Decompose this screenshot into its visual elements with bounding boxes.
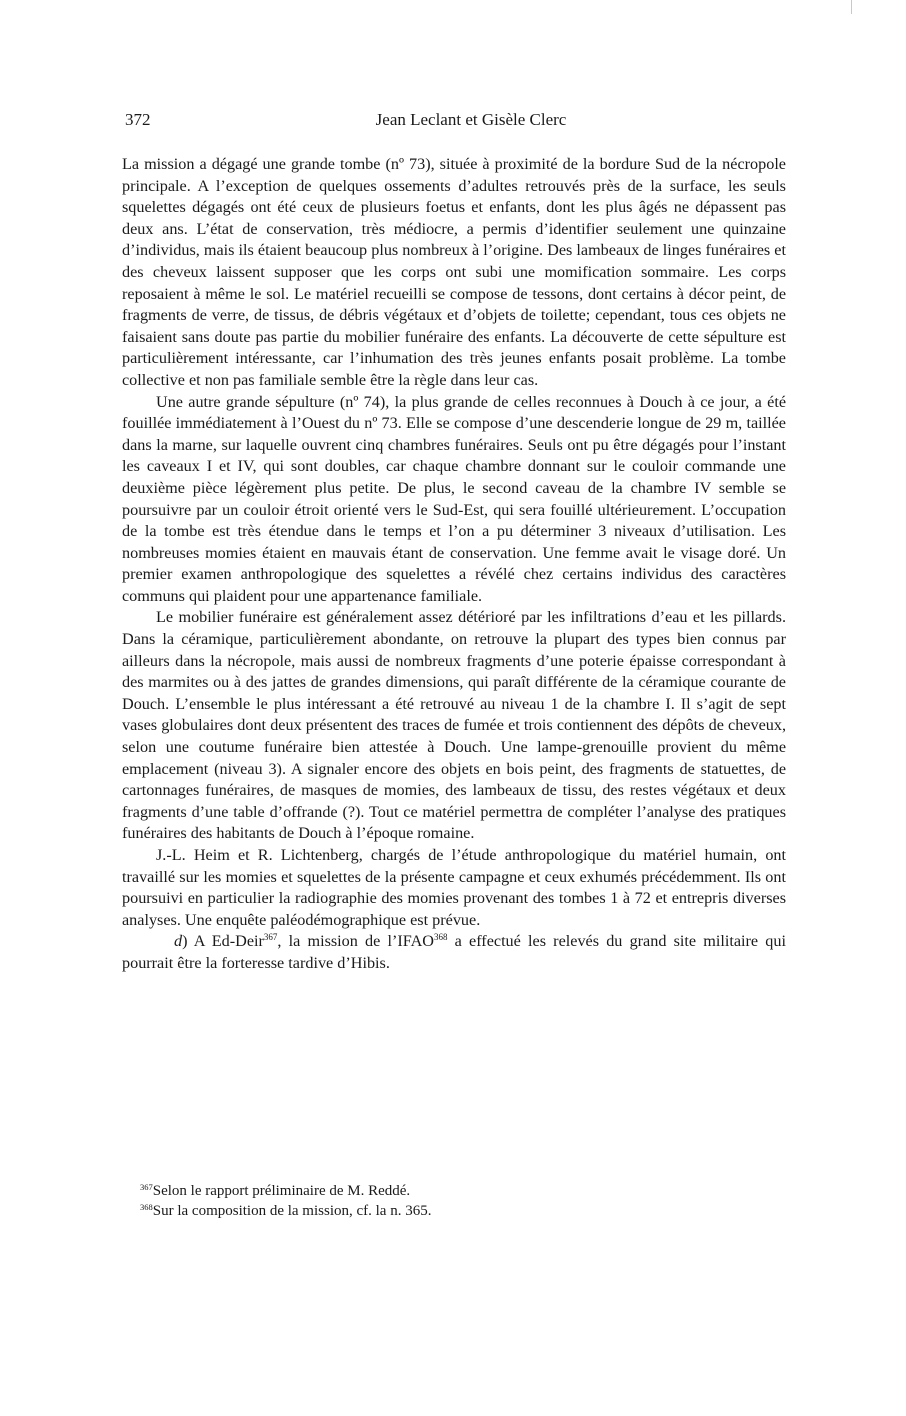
paragraph-tomb-74: Une autre grande sépulture (nº 74), la plus grande de celles reconnues à Douch à ce jour, a été fouillée immédiatement à l’Ouest du nº 73. Elle se compose d’une descenderie longue de 29 m, taillée dans la marne, sur laquelle ouvrent cinq chambres funéraires. Seuls ont pu être dégagés pour l’instant les caveaux I et IV, qui sont doubles, car chaque chambre donnant sur le couloir commande une deuxième pièce légèrement plus petite. De plus, le second caveau de la chambre IV semble se poursuivre par un couloir étroit orienté vers le Sud-Est, qui sera fouillé ultérieurement. L’occupation de la tombe est très étendue dans le temps et l’on a pu déterminer 3 niveaux d’utilisation. Les nombreuses momies étaient en mauvais étant de conservation. Une femme avait le visage doré. Un premier examen anthropologique des squelettes a révélé chez certains individus des caractères communs qui plaident pour une appartenance familiale. (122, 392, 786, 605)
ed-deir-text-3: a effectué les relevés du grand site militaire qui pourrait être la forteresse tardive d’Hibis. (122, 932, 786, 972)
paragraph-ed-deir (122, 931, 786, 974)
ed-deir-text-1: ) A Ed-Deir (182, 932, 264, 951)
running-head: Jean Leclant et Gisèle Clerc (375, 110, 567, 129)
ed-deir-text-2: , la mission de l’IFAO (277, 932, 434, 951)
paragraph-funerary-furniture: Le mobilier funéraire est généralement assez détérioré par les infiltrations d’eau et les pillards. Dans la céramique, particulièrement abondante, on retrouve la plupart des types bien connus par ailleurs dans la nécropole, mais aussi de nombreux fragments d’une poterie épaisse correspondant à des marmites ou à des jattes de grandes dimensions, qui paraît différente de la céramique courante de Douch. L’ensemble le plus intéressant a été retrouvé au niveau 1 de la chambre I. Il s’agit de sept vases globulaires dont deux présentent des traces de fumée et trois contiennent des dépôts de cheveux, selon une coutume funéraire bien attestée à Douch. Une lampe-grenouille provient du même emplacement (niveau 3). A signaler encore des objets en bois peint, des fragments de statuettes, de cartonnages funéraires, de masques de momies, des lambeaux de tissu, des restes végétaux et deux fragments d’une table d’offrande (?). Tout ce matériel permettra de compléter l’analyse des pratiques funéraires des habitants de Douch à l’époque romaine. (122, 608, 786, 843)
page-number: 372 (125, 110, 151, 129)
footnote-text: Sur la composition de la mission, cf. la n. 365. (152, 1202, 432, 1219)
paragraph-anthropology: J.-L. Heim et R. Lichtenberg, chargés de l’étude anthropologique du matériel humain, ont travaillé sur les momies et squelettes de la présente campagne et ceux exhumés précédemment. Ils ont poursuivi en particulier la radiographie des momies provenant des tombes 1 à 72 et entrepris diverses analyses. Une enquête paléodémographique est prévue. (122, 846, 786, 929)
footnote-368 (140, 1202, 740, 1222)
footnote-367 (140, 1182, 740, 1202)
footnote-ref-367: 367 (263, 932, 278, 943)
body-text (122, 154, 786, 975)
section-letter: d (174, 932, 183, 951)
footnote-number: 368 (140, 1201, 153, 1212)
paragraph-tomb-73: La mission a dégagé une grande tombe (nº 73), située à proximité de la bordure Sud de la nécropole principale. A l’exception de quelques ossements d’adultes retrouvés près de la surface, les seuls squelettes dégagés ont été ceux de plusieurs foetus et enfants, dont les plus âgés ne dépassent pas deux ans. L’état de conservation, très médiocre, a permis d’identifier seulement une quinzaine d’individus, mais ils étaient beaucoup plus nombreux à l’origine. Des lambeaux de linges funéraires et des cheveux laissent supposer que les corps ont subi une momification sommaire. Les corps reposaient à même le sol. Le matériel recueilli se compose de tessons, dont certains à décor peint, de fragments de verre, de tissus, de débris végétaux et d’objets de toilette; cependant, tous ces objets ne faisaient sans doute pas partie du mobilier funéraire des enfants. La découverte de cette sépulture est particulièrement intéressante, car l’inhumation des très jeunes enfants posait problème. La tombe collective et non pas familiale semble être la règle dans leur cas. (122, 155, 786, 389)
footnotes (140, 1182, 740, 1221)
footnote-ref-368: 368 (433, 932, 448, 943)
footnote-number: 367 (140, 1182, 153, 1192)
page-header (125, 110, 785, 136)
footnote-text: Selon le rapport préliminaire de M. Reddé. (152, 1183, 411, 1199)
page-edge-line (851, 0, 852, 14)
